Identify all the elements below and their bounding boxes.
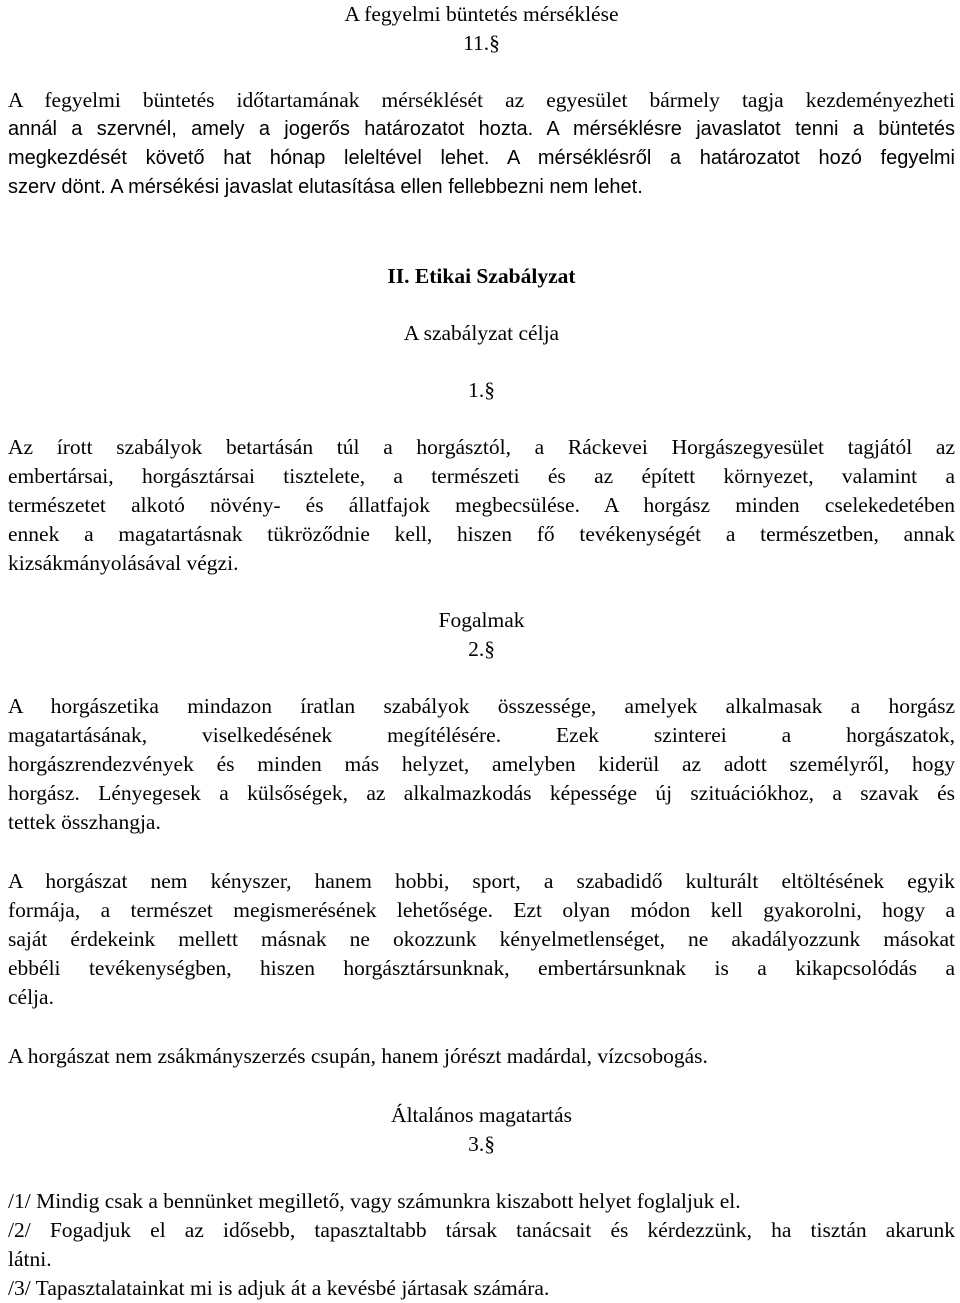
section-number: 2.§ [468,637,495,661]
document-body [8,0,955,1303]
rule-item: /2/ Fogadjuk el az idősebb, tapasztaltabb társak tanácsait és kérdezzünk, ha tisztán akarunk [8,1218,955,1242]
paragraph [8,867,955,1012]
paragraph-line: megkezdését követő hat hónap leleltével lehet. A mérséklésről a határozatot hozó fegyelmi [8,147,955,169]
paragraph-line: embertársai, horgásztársai tisztelete, a természeti és az épített környezet, valamint a [8,464,955,488]
paragraph-line: A horgászat nem kényszer, hanem hobbi, sport, a szabadidő kulturált eltöltésének egyik [8,869,955,893]
paragraph [8,86,955,202]
paragraph-line: horgász. Lényegesek a külsőségek, az alkalmazkodás képessége új szituációkhoz, a szavak és [8,781,955,805]
paragraph-line: saját érdekeink mellett másnak ne okozzunk kényelmetlenséget, ne akadályozzunk másokat [8,927,955,951]
spacer [8,348,955,376]
paragraph-line: annál a szervnél, amely a jogerős határozatot hozta. A mérséklésre javaslatot tenni a büntetés [8,118,955,140]
paragraph-line: ebbéli tevékenységben, hiszen horgásztársunknak, embertársunknak is a kikapcsolódás a [8,956,955,980]
paragraph [8,433,955,578]
section-heading: Általános magatartás [391,1103,572,1127]
spacer [8,1071,955,1101]
spacer [8,1012,955,1042]
spacer [8,202,955,262]
rule-item: /3/ Tapasztalatainkat mi is adjuk át a kevésbé jártasak számára. [8,1276,550,1300]
section-number: 11.§ [463,31,500,55]
paragraph-line: szerv dönt. A mérsékési javaslat elutasítása ellen fellebbezni nem lehet. [8,176,643,198]
rule-item: /1/ Mindig csak a bennünket megillető, vagy számunkra kiszabott helyet foglaljuk el. [8,1189,741,1213]
rule-list [8,1187,955,1303]
spacer [8,58,955,86]
spacer [8,291,955,319]
spacer [8,664,955,692]
rule-item-continuation: látni. [8,1247,52,1271]
paragraph-line: magatartásának, viselkedésének megítélésére. Ezek szinterei a horgászatok, [8,723,955,747]
paragraph-line: A horgászetika mindazon íratlan szabályok összessége, amelyek alkalmasak a horgász [8,694,955,718]
paragraph [8,692,955,837]
paragraph-line: természetet alkotó növény- és állatfajok megbecsülése. A horgász minden cselekedetében [8,493,955,517]
paragraph-line: horgászrendezvények és minden más helyzet, amelyben kiderül az adott személyről, hogy [8,752,955,776]
spacer [8,578,955,606]
section-heading: Fogalmak [438,608,525,632]
paragraph-line: kizsákmányolásával végzi. [8,551,239,575]
paragraph-line: ennek a magatartásnak tükröződnie kell, hiszen fő tevékenységét a természetben, annak [8,522,955,546]
paragraph-line: A fegyelmi büntetés időtartamának mérséklését az egyesület bármely tagja kezdeményezheti [8,88,955,112]
paragraph-line: tettek összhangja. [8,810,161,834]
section-number: 1.§ [468,378,495,402]
section-number: 3.§ [468,1132,495,1156]
section-title: A fegyelmi büntetés mérséklése [344,2,619,26]
spacer [8,1159,955,1187]
section-subheading: A szabályzat célja [403,321,560,345]
paragraph-line: formája, a természet megismerésének lehetősége. Ezt olyan módon kell gyakorolni, hogy a [8,898,955,922]
chapter-heading: II. Etikai Szabályzat [387,264,576,288]
spacer [8,837,955,867]
paragraph-line: Az írott szabályok betartásán túl a horgásztól, a Ráckevei Horgászegyesület tagjától az [8,435,955,459]
paragraph-line: célja. [8,985,54,1009]
paragraph-line: A horgászat nem zsákmányszerzés csupán, hanem jórészt madárdal, vízcsobogás. [8,1044,708,1068]
spacer [8,405,955,433]
